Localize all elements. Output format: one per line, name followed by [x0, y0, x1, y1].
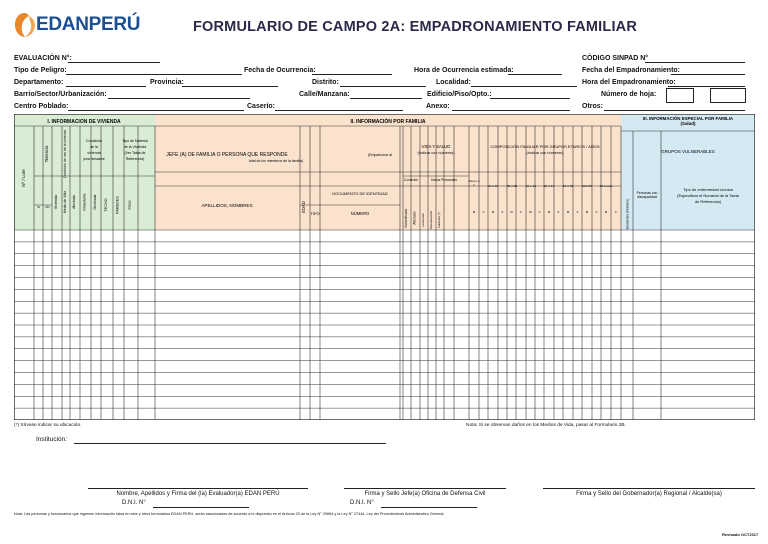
sex-label: F [557, 210, 560, 214]
afectada-header: Afectada [72, 195, 76, 209]
evaluacion-field[interactable] [68, 62, 160, 63]
table-row[interactable] [14, 325, 755, 337]
condicion-uso-header: Condición de uso de la vivienda [63, 130, 67, 178]
composicion-header: COMPOSICIÓN FAMILIAR POR GRUPOS ETARIOS / AÑOS [490, 144, 600, 149]
anexo-field[interactable] [452, 110, 570, 111]
barrio-label: Barrio/Sector/Urbanización: [14, 91, 107, 98]
section2-title: II. INFORMACIÓN POR FAMILIA [350, 119, 426, 125]
codigo-sinpad-field[interactable] [645, 62, 745, 63]
dni-defensa-civil-label: D.N.I. N° [350, 500, 374, 506]
logo-emblem-icon [14, 12, 36, 38]
edad-header: EDAD [301, 201, 306, 213]
desaparecido-header: Desaparecido [429, 210, 433, 230]
distrito-field[interactable] [340, 86, 426, 87]
table-row[interactable] [14, 313, 755, 325]
sex-label: F [520, 210, 522, 214]
table-row[interactable] [14, 301, 755, 313]
edificio-label: Edificio/Piso/Opto.: [427, 91, 492, 98]
numero-hoja-label: Número de hoja: [601, 91, 657, 98]
sex-label: F [576, 210, 579, 214]
signature-line-defensa-civil[interactable] [344, 488, 506, 489]
centro-poblado-field[interactable] [68, 110, 244, 111]
departamento-field[interactable] [66, 86, 146, 87]
dni-evaluador-label: D.N.I. N° [122, 500, 146, 506]
sex-label: F [595, 210, 598, 214]
table-row[interactable] [14, 289, 755, 301]
sex-label: M [566, 210, 570, 214]
tipo-material-header: (Ver Tabla de [124, 151, 146, 155]
sig-evaluador: Nombre, Apellidos y Firma del (la) Evaluador(a) EDAN PERÚ [116, 491, 280, 497]
age-group-label: 01 a 04 [487, 184, 499, 188]
localidad-field[interactable] [471, 86, 577, 87]
table-row[interactable] [14, 361, 755, 373]
tipo-enfermedad-header: Tipo de enfermedad crónica [683, 187, 733, 192]
si-label: SI [37, 205, 40, 209]
institucion-label: Institución: [36, 436, 68, 443]
sig-gobernador: Firma y Sello del Gobernador(a) Regional / Alcalde(sa) [576, 491, 722, 497]
sex-label: M [547, 210, 551, 214]
caserio-label: Caserío: [247, 103, 276, 110]
sex-label: M [491, 210, 495, 214]
tipo-material-header: Tipo de Material [122, 139, 148, 143]
table-row[interactable] [14, 337, 755, 349]
sex-label: M [604, 210, 608, 214]
provincia-label: Provincia: [150, 79, 184, 86]
tipo-material-header: de la Vivienda [123, 145, 147, 149]
discapacidad-header: discapacidad [637, 195, 657, 199]
age-group-label: 60 a más [599, 184, 613, 188]
discapacidad-header: Personas con [636, 191, 658, 195]
sex-label: M [472, 210, 476, 214]
lesionado-header: Lesionado [421, 213, 425, 227]
menor1-label: Menor a [468, 179, 480, 183]
techo-header: TECHO [104, 198, 108, 212]
sig-defensa-civil: Firma y Sello Jefe(a) Oficina de Defensa Civil [364, 491, 486, 497]
danos-personales-label: Daños Personales [430, 178, 458, 182]
menor1-label: 1 [473, 183, 475, 187]
apellidos-header: APELLIDOS, NOMBRES [201, 203, 253, 208]
fallecido-header: Fallecido (*) [437, 211, 441, 229]
sex-label: F [615, 210, 617, 214]
table-row[interactable] [14, 373, 755, 385]
barrio-field[interactable] [108, 98, 250, 99]
note-ubicacion: (*) Sírvase indicar su ubicación. [14, 423, 82, 428]
fecha-ocurrencia-field[interactable] [312, 74, 392, 75]
vida-salud-header: VIDA Y SALUD [421, 144, 451, 149]
age-group-label: 60a 59 [582, 184, 592, 188]
distrito-label: Distrito: [312, 79, 339, 86]
sex-label: F [482, 210, 485, 214]
no-label: NO [45, 205, 50, 209]
piso-header: PISO [128, 200, 132, 210]
hora-ocurrencia-label: Hora de Ocurrencia estimada: [414, 67, 514, 74]
afectado-header: Afectado [412, 211, 417, 225]
hora-empadronamiento-field[interactable] [668, 86, 745, 87]
age-group-label: 10 a 14 [525, 184, 537, 188]
sex-label: M [529, 210, 532, 214]
damnificado-header: Damnificado [404, 208, 408, 228]
age-group-label: 05 a 09 [506, 184, 518, 188]
gestantes-header: Gestantes (Número) [625, 198, 630, 230]
condicion-label: Condición [403, 178, 419, 182]
grupos-vulnerables-header: GRUPOS VULNERABLES [661, 149, 715, 154]
composicion-sub: (Indicar con números) [526, 151, 564, 155]
sex-label: M [585, 210, 589, 214]
table-row[interactable] [14, 242, 755, 254]
tenencia-header: Tenencia [44, 145, 49, 163]
age-group-label: 18 a 59 [562, 184, 574, 188]
empadronamiento-table [14, 114, 755, 420]
otros-field[interactable] [604, 110, 745, 111]
paredes-header: PAREDES [115, 196, 120, 214]
section1-title: I. INFORMACION DE VIVIENDA [47, 119, 121, 125]
signature-line-evaluador[interactable] [88, 488, 308, 489]
table-row[interactable] [14, 230, 755, 242]
documento-header: DOCUMENTO DE IDENTIDAD [332, 191, 388, 196]
dni-evaluador-field[interactable] [153, 507, 249, 508]
hora-empadronamiento-label: Hora del Empadronamiento: [582, 79, 676, 86]
section3-bg [621, 114, 755, 230]
tipo-enfermedad-header: (Especificar el Numeral de la Tabla [677, 193, 739, 198]
codigo-sinpad-label: CÓDIGO SINPAD N° [582, 55, 649, 62]
vida-salud-sub: (Indicar con números) [417, 151, 455, 155]
revision-label: Revisado OCT2017 [722, 532, 759, 537]
provincia-field[interactable] [182, 86, 278, 87]
condicion-vivienda-header: vivienda [87, 151, 101, 155]
legal-note: Nota: Las personas y funcionarios que ingresen información falsa en este y otros formularios EDAN PERÚ, serán sancionados de acuerdo a lo dispuesto en el Artículo 20 de la Ley N° 29664 y la Ley N° 27444, Ley del Procedimiento Administrativo General. [14, 512, 445, 516]
page-title: FORMULARIO DE CAMPO 2A: EMPADRONAMIENTO FAMILIAR [192, 19, 638, 35]
destruida-header: Destruida [93, 194, 97, 210]
departamento-label: Departamento: [14, 79, 64, 86]
jefe-sub-label: total de los miembros de la familia) [248, 159, 304, 163]
table-row[interactable] [14, 349, 755, 361]
tipo-enfermedad-header: de Referencia) [694, 199, 722, 204]
table-row[interactable] [14, 278, 755, 290]
vivienda-header: Vivienda [54, 194, 58, 210]
table-row[interactable] [14, 396, 755, 408]
evaluacion-label: EVALUACIÓN N°: [14, 55, 72, 62]
section3-title: (Salud) [680, 121, 696, 126]
condicion-vivienda-header: Condición [86, 139, 102, 143]
caserio-field[interactable] [275, 110, 403, 111]
note-medios-vida: Nota: Si se observan daños en los Medios de Vida, pasar al Formulario 2B. [466, 423, 626, 428]
condicion-vivienda-header: de la [90, 145, 98, 149]
centro-poblado-label: Centro Poblado: [14, 103, 69, 110]
calle-label: Calle/Manzana: [299, 91, 350, 98]
signature-line-gobernador[interactable] [543, 488, 755, 489]
localidad-label: Localidad: [436, 79, 472, 86]
section3-title: III. INFORMACIÓN ESPECIAL POR FAMILIA [642, 116, 734, 121]
fecha-empadronamiento-label: Fecha del Empadronamiento: [582, 67, 681, 74]
jefe-header: JEFE (A) DE FAMILIA O PERSONA QUE RESPONDE [166, 152, 288, 158]
otros-label: Otros: [582, 103, 603, 110]
nro-lote-header: Nº / Lote [21, 169, 26, 187]
edificio-field[interactable] [490, 98, 570, 99]
fecha-ocurrencia-label: Fecha de Ocurrencia: [244, 67, 316, 74]
hoja-box-1[interactable] [666, 88, 694, 103]
table-row[interactable] [14, 266, 755, 278]
table-row[interactable] [14, 408, 755, 420]
sex-label: F [538, 210, 541, 214]
table-row[interactable] [14, 384, 755, 396]
tipo-material-header: Referencia) [125, 157, 145, 161]
institucion-field[interactable] [74, 443, 386, 444]
sex-label: M [510, 210, 513, 214]
section1-bg [14, 114, 155, 230]
hora-ocurrencia-field[interactable] [508, 74, 562, 75]
age-group-label: 15 a 17 [543, 184, 555, 188]
calle-field[interactable] [350, 98, 422, 99]
inhabitable-header: Inhabitable [82, 193, 87, 211]
condicion-vivienda-header: post desastre [83, 157, 105, 161]
tipo-peligro-label: Tipo de Peligro: [14, 67, 67, 74]
numero-header: NÚMERO [350, 211, 370, 216]
hoja-box-2[interactable] [710, 88, 746, 103]
dni-defensa-civil-field[interactable] [381, 507, 477, 508]
empadronar-label: (Empadronar al [367, 153, 393, 157]
fecha-empadronamiento-field[interactable] [671, 74, 745, 75]
table-row[interactable] [14, 254, 755, 266]
tipo-peligro-field[interactable] [66, 74, 242, 75]
anexo-label: Anexo: [426, 103, 450, 110]
logo-text: EDANPERÚ [36, 14, 141, 35]
edan-peru-logo [14, 10, 154, 40]
tipo-header: TIPO [310, 211, 320, 216]
sex-label: F [501, 210, 504, 214]
medio-vida-header: Medio de Vida [63, 190, 67, 214]
